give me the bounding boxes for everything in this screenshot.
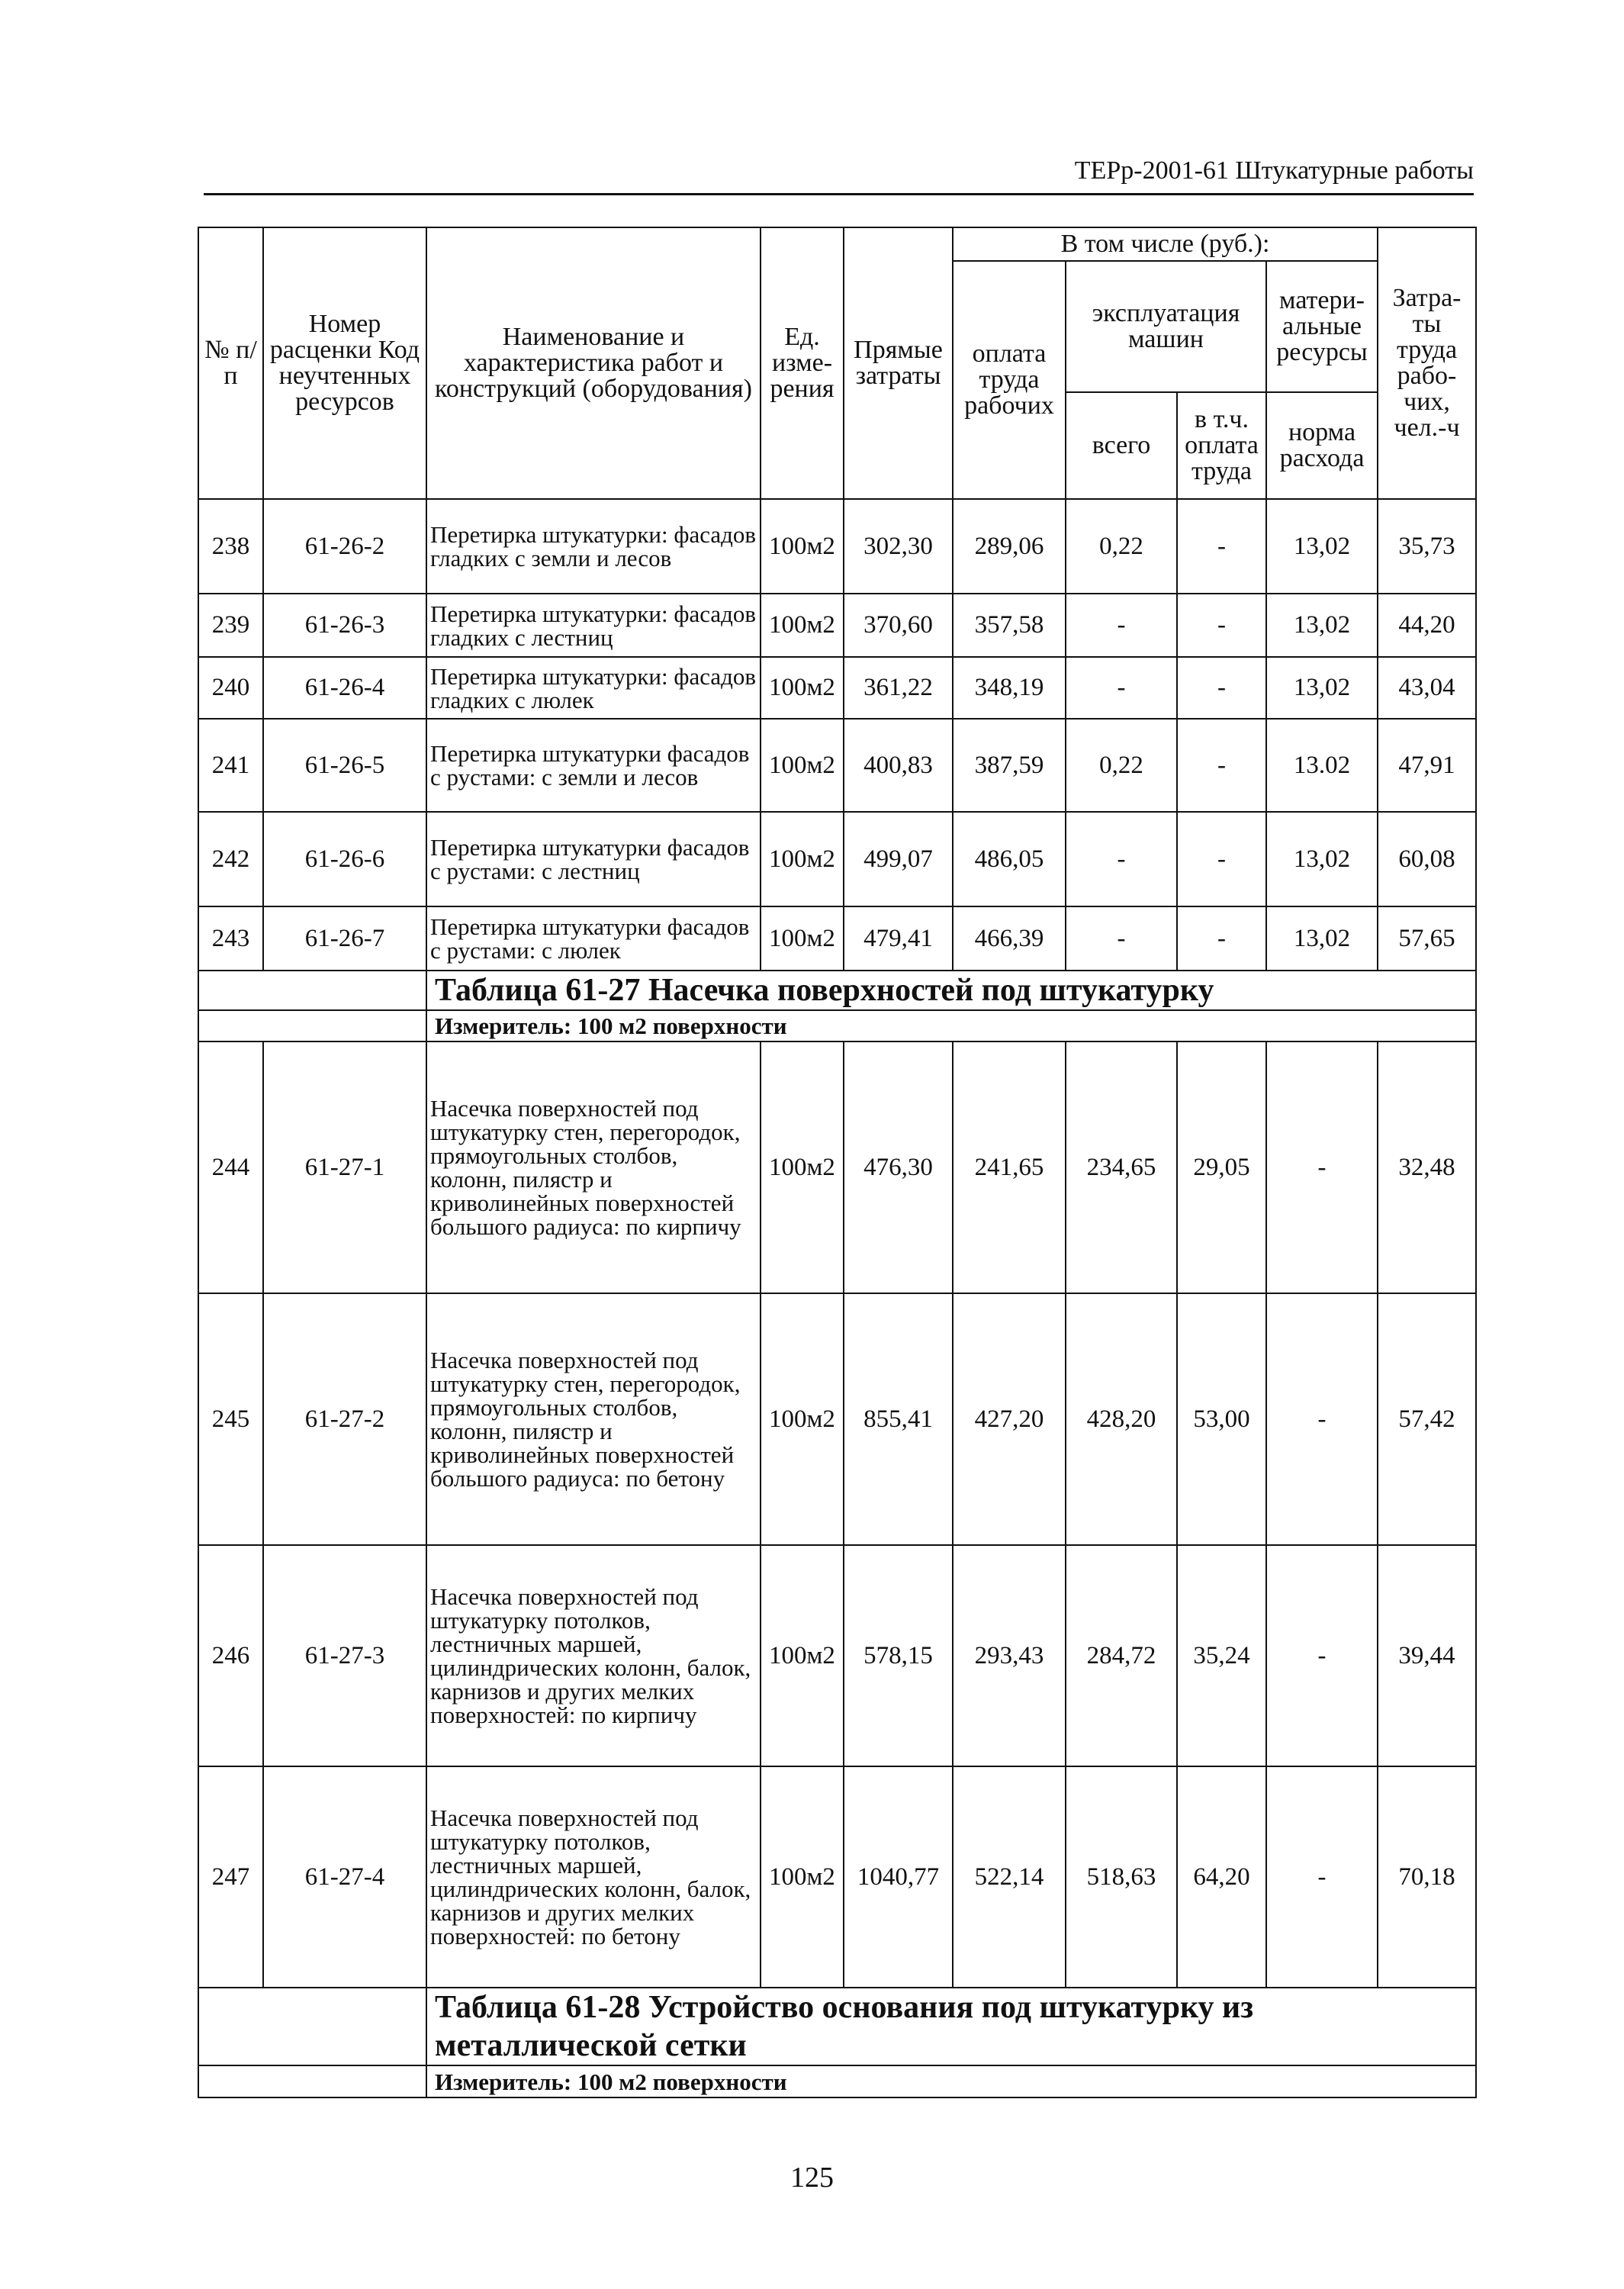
cell-unit: 100м2 bbox=[761, 1545, 844, 1766]
cell-code: 61-26-6 bbox=[263, 812, 426, 906]
cell-machines: 518,63 bbox=[1066, 1766, 1177, 1988]
page-number: 125 bbox=[790, 2162, 834, 2194]
cell-machines: - bbox=[1066, 594, 1177, 657]
cell-name: Насечка поверхностей под штукатурку потолков, лестничных маршей, цилиндрических колонн, балок, карнизов и других мелких поверхностей: по бетону bbox=[426, 1766, 761, 1988]
cell-wages: 289,06 bbox=[953, 499, 1066, 594]
cell-materials: - bbox=[1266, 1293, 1378, 1545]
cell-materials: - bbox=[1266, 1766, 1378, 1988]
cell-num: 239 bbox=[198, 594, 263, 657]
cell-wages: 427,20 bbox=[953, 1293, 1066, 1545]
cell-num: 238 bbox=[198, 499, 263, 594]
cell-name: Перетирка штукатурки фасадов с рустами: с лестниц bbox=[426, 812, 761, 906]
cell-wages: 241,65 bbox=[953, 1041, 1066, 1293]
cell-machines-wages: - bbox=[1177, 906, 1266, 971]
cell-unit: 100м2 bbox=[761, 1293, 844, 1545]
cell-code: 61-27-1 bbox=[263, 1041, 426, 1293]
section-title: Таблица 61-28 Устройство основания под штукатурку из металлической сетки bbox=[426, 1988, 1476, 2065]
cell-direct: 302,30 bbox=[844, 499, 953, 594]
cell-materials: 13,02 bbox=[1266, 499, 1378, 594]
cell-code: 61-26-4 bbox=[263, 657, 426, 719]
cell-num: 246 bbox=[198, 1545, 263, 1766]
cell-labor: 60,08 bbox=[1378, 812, 1476, 906]
cell-num: 245 bbox=[198, 1293, 263, 1545]
header-materials: матери-альные ресурсы bbox=[1266, 261, 1378, 392]
cell-num: 243 bbox=[198, 906, 263, 971]
cell-code: 61-26-5 bbox=[263, 719, 426, 812]
cell-unit: 100м2 bbox=[761, 499, 844, 594]
section-title-row bbox=[198, 971, 1476, 1010]
cell-num: 240 bbox=[198, 657, 263, 719]
cell-machines-wages: - bbox=[1177, 594, 1266, 657]
rates-table bbox=[198, 227, 1477, 2098]
cell-machines-wages: 64,20 bbox=[1177, 1766, 1266, 1988]
cell-machines: - bbox=[1066, 657, 1177, 719]
cell-num: 242 bbox=[198, 812, 263, 906]
cell-labor: 35,73 bbox=[1378, 499, 1476, 594]
cell-machines-wages: - bbox=[1177, 812, 1266, 906]
cell-labor: 44,20 bbox=[1378, 594, 1476, 657]
section-title: Таблица 61-27 Насечка поверхностей под штукатурку bbox=[426, 971, 1476, 1010]
cell-labor: 47,91 bbox=[1378, 719, 1476, 812]
table-row bbox=[198, 906, 1476, 971]
cell-labor: 32,48 bbox=[1378, 1041, 1476, 1293]
header-name: Наименование и характеристика работ и конструкций (оборудования) bbox=[426, 227, 761, 499]
section-measure: Измеритель: 100 м2 поверхности bbox=[426, 1010, 1476, 1041]
cell-materials: - bbox=[1266, 1041, 1378, 1293]
cell-wages: 466,39 bbox=[953, 906, 1066, 971]
cell-labor: 57,42 bbox=[1378, 1293, 1476, 1545]
cell-name: Перетирка штукатурки: фасадов гладких с люлек bbox=[426, 657, 761, 719]
header-unit: Ед. изме-рения bbox=[761, 227, 844, 499]
table-row bbox=[198, 657, 1476, 719]
cell-machines: 234,65 bbox=[1066, 1041, 1177, 1293]
cell-unit: 100м2 bbox=[761, 1041, 844, 1293]
header-num: № п/п bbox=[198, 227, 263, 499]
cell-labor: 39,44 bbox=[1378, 1545, 1476, 1766]
cell-unit: 100м2 bbox=[761, 594, 844, 657]
cell-direct: 855,41 bbox=[844, 1293, 953, 1545]
cell-num: 244 bbox=[198, 1041, 263, 1293]
cell-wages: 348,19 bbox=[953, 657, 1066, 719]
cell-unit: 100м2 bbox=[761, 1766, 844, 1988]
header-wages: оплата труда рабочих bbox=[953, 261, 1066, 499]
cell-labor: 70,18 bbox=[1378, 1766, 1476, 1988]
cell-machines-wages: - bbox=[1177, 657, 1266, 719]
header-labor: Затра-ты труда рабо-чих, чел.-ч bbox=[1378, 227, 1476, 499]
cell-unit: 100м2 bbox=[761, 657, 844, 719]
section-measure: Измеритель: 100 м2 поверхности bbox=[426, 2065, 1476, 2097]
cell-code: 61-27-4 bbox=[263, 1766, 426, 1988]
table-header bbox=[198, 227, 1476, 499]
cell-code: 61-26-2 bbox=[263, 499, 426, 594]
cell-machines: - bbox=[1066, 812, 1177, 906]
table-row bbox=[198, 1766, 1476, 1988]
cell-materials: 13,02 bbox=[1266, 812, 1378, 906]
cell-direct: 1040,77 bbox=[844, 1766, 953, 1988]
table-row bbox=[198, 1293, 1476, 1545]
cell-direct: 370,60 bbox=[844, 594, 953, 657]
header-direct: Прямые затраты bbox=[844, 227, 953, 499]
cell-direct: 361,22 bbox=[844, 657, 953, 719]
table-row bbox=[198, 1041, 1476, 1293]
table-row bbox=[198, 499, 1476, 594]
cell-direct: 499,07 bbox=[844, 812, 953, 906]
cell-materials: 13,02 bbox=[1266, 906, 1378, 971]
cell-machines: 284,72 bbox=[1066, 1545, 1177, 1766]
cell-wages: 522,14 bbox=[953, 1766, 1066, 1988]
section-left-blank bbox=[198, 1988, 426, 2065]
header-materials-norm: норма расхода bbox=[1266, 392, 1378, 499]
page-header: ТЕРр-2001-61 Штукатурные работы bbox=[204, 156, 1474, 195]
cell-code: 61-27-3 bbox=[263, 1545, 426, 1766]
header-machines-wages: в т.ч. оплата труда bbox=[1177, 392, 1266, 499]
cell-machines: 428,20 bbox=[1066, 1293, 1177, 1545]
cell-name: Насечка поверхностей под штукатурку потолков, лестничных маршей, цилиндрических колонн, балок, карнизов и других мелких поверхностей: по кирпичу bbox=[426, 1545, 761, 1766]
cell-name: Перетирка штукатурки фасадов с рустами: с земли и лесов bbox=[426, 719, 761, 812]
header-machines-total: всего bbox=[1066, 392, 1177, 499]
section-title-row bbox=[198, 1988, 1476, 2065]
table-row bbox=[198, 1545, 1476, 1766]
cell-num: 247 bbox=[198, 1766, 263, 1988]
cell-name: Перетирка штукатурки фасадов с рустами: с люлек bbox=[426, 906, 761, 971]
cell-direct: 476,30 bbox=[844, 1041, 953, 1293]
cell-wages: 387,59 bbox=[953, 719, 1066, 812]
cell-code: 61-26-3 bbox=[263, 594, 426, 657]
header-machines: эксплуатация машин bbox=[1066, 261, 1266, 392]
cell-machines-wages: 53,00 bbox=[1177, 1293, 1266, 1545]
table-row bbox=[198, 812, 1476, 906]
cell-labor: 43,04 bbox=[1378, 657, 1476, 719]
cell-num: 241 bbox=[198, 719, 263, 812]
cell-machines: 0,22 bbox=[1066, 499, 1177, 594]
cell-unit: 100м2 bbox=[761, 906, 844, 971]
cell-name: Перетирка штукатурки: фасадов гладких с земли и лесов bbox=[426, 499, 761, 594]
table-row bbox=[198, 719, 1476, 812]
section-measure-row bbox=[198, 1010, 1476, 1041]
cell-materials: 13.02 bbox=[1266, 719, 1378, 812]
cell-name: Перетирка штукатурки: фасадов гладких с лестниц bbox=[426, 594, 761, 657]
section-measure-row bbox=[198, 2065, 1476, 2097]
section-left-blank bbox=[198, 1010, 426, 1041]
section-left-blank bbox=[198, 2065, 426, 2097]
cell-wages: 293,43 bbox=[953, 1545, 1066, 1766]
cell-code: 61-26-7 bbox=[263, 906, 426, 971]
cell-materials: - bbox=[1266, 1545, 1378, 1766]
cell-name: Насечка поверхностей под штукатурку стен, перегородок, прямоугольных столбов, колонн, пилястр и криволинейных поверхностей большого радиуса: по кирпичу bbox=[426, 1041, 761, 1293]
table-row bbox=[198, 594, 1476, 657]
cell-wages: 357,58 bbox=[953, 594, 1066, 657]
cell-materials: 13,02 bbox=[1266, 657, 1378, 719]
section-left-blank bbox=[198, 971, 426, 1010]
cell-materials: 13,02 bbox=[1266, 594, 1378, 657]
cell-direct: 400,83 bbox=[844, 719, 953, 812]
header-including: В том числе (руб.): bbox=[953, 227, 1378, 261]
cell-machines: - bbox=[1066, 906, 1177, 971]
cell-labor: 57,65 bbox=[1378, 906, 1476, 971]
cell-code: 61-27-2 bbox=[263, 1293, 426, 1545]
cell-machines-wages: 29,05 bbox=[1177, 1041, 1266, 1293]
cell-name: Насечка поверхностей под штукатурку стен, перегородок, прямоугольных столбов, колонн, пилястр и криволинейных поверхностей большого радиуса: по бетону bbox=[426, 1293, 761, 1545]
header-code: Номер расценки Код неучтенных ресурсов bbox=[263, 227, 426, 499]
cell-direct: 479,41 bbox=[844, 906, 953, 971]
cell-machines: 0,22 bbox=[1066, 719, 1177, 812]
cell-wages: 486,05 bbox=[953, 812, 1066, 906]
cell-direct: 578,15 bbox=[844, 1545, 953, 1766]
table-body bbox=[198, 499, 1476, 2097]
cell-unit: 100м2 bbox=[761, 812, 844, 906]
cell-machines-wages: - bbox=[1177, 719, 1266, 812]
cell-machines-wages: 35,24 bbox=[1177, 1545, 1266, 1766]
cell-unit: 100м2 bbox=[761, 719, 844, 812]
cell-machines-wages: - bbox=[1177, 499, 1266, 594]
